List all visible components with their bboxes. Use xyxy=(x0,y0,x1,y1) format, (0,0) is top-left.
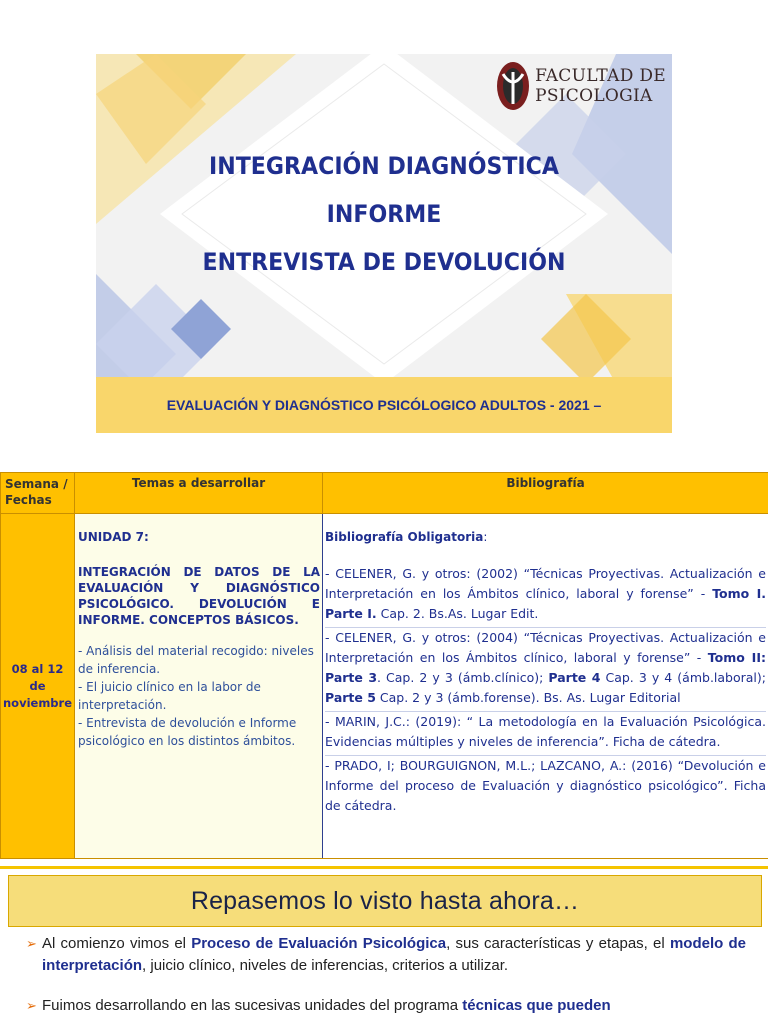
table-header-row xyxy=(1,473,768,514)
bullet-highlight: Proceso de Evaluación Psicológica xyxy=(191,935,446,952)
bullet-text: Al comienzo vimos el xyxy=(42,935,191,952)
list-item: - El juicio clínico en la labor de interpretación. xyxy=(78,678,320,714)
table-row xyxy=(1,514,768,859)
review-body xyxy=(26,933,746,1035)
ref-text: - CELENER, G. y otros: (2002) “Técnicas Proyectivas. Actualización e Interpretación en los Ámbitos clínico, laboral y forense” - xyxy=(325,566,766,601)
bullet-item xyxy=(26,995,746,1017)
reference-item: - PRADO, I; BOURGUIGNON, M.L.; LAZCANO, A.: (2016) “Devolución e Informe del proceso de Evaluación y diagnóstico psicológico”. Ficha de cátedra. xyxy=(325,755,766,816)
bullet-highlight: modelo de interpretación xyxy=(42,935,746,974)
ref-bold: Tomo II: Parte 3 xyxy=(325,650,766,685)
topic-list xyxy=(78,642,320,750)
ref-text: Cap. 2 y 3 (ámb.forense). Bs. As. Lugar Editorial xyxy=(376,690,681,705)
arrow-bullet-icon: ➢ xyxy=(26,995,37,1017)
schedule-table xyxy=(0,472,768,859)
review-title-bar xyxy=(8,875,762,927)
bibliography-heading-colon: : xyxy=(483,530,487,544)
bibliography-heading xyxy=(325,530,766,544)
unit-heading: INTEGRACIÓN DE DATOS DE LA EVALUACIÓN Y DIAGNÓSTICO PSICOLÓGICO. DEVOLUCIÓN E INFORME. CONCEPTOS BÁSICOS. xyxy=(78,564,320,628)
list-item: - Análisis del material recogido: niveles de inferencia. xyxy=(78,642,320,678)
course-footer: EVALUACIÓN Y DIAGNÓSTICO PSICÓLOGICO ADULTOS - 2021 – xyxy=(96,377,672,433)
unit-label: UNIDAD 7: xyxy=(78,530,320,544)
header-topics: Temas a desarrollar xyxy=(75,473,323,514)
review-slide xyxy=(0,866,768,1029)
bullet-text: , sus características y etapas, el xyxy=(446,935,670,952)
logo-line-1: FACULTAD DE xyxy=(535,66,666,86)
bullet-text: , juicio clínico, niveles de inferencias, criterios a utilizar. xyxy=(142,957,508,974)
topics-cell xyxy=(75,514,323,859)
ref-bold: Tomo I. Parte I. xyxy=(325,586,766,621)
faculty-logo xyxy=(495,60,666,112)
reference-item xyxy=(325,564,766,624)
week-dates: 08 al 12 de noviembre xyxy=(1,514,75,859)
bibliography-heading-text: Bibliografía Obligatoria xyxy=(325,530,483,544)
bullet-text: Fuimos desarrollando en las sucesivas unidades del programa xyxy=(42,997,462,1014)
ref-text: Cap. 3 y 4 (ámb.laboral); xyxy=(600,670,766,685)
header-bibliography: Bibliografía xyxy=(323,473,768,514)
bullet-highlight: técnicas que pueden xyxy=(462,997,610,1014)
psi-logo-icon xyxy=(495,60,531,112)
reference-item: - MARIN, J.C.: (2019): “ La metodología en la Evaluación Psicológica. Evidencias múltiples y niveles de inferencia”. Ficha de cátedra. xyxy=(325,711,766,752)
title-line-2: INFORME xyxy=(119,190,649,238)
bullet-item xyxy=(26,933,746,977)
reference-item xyxy=(325,627,766,708)
ref-text: Cap. 2. Bs.As. Lugar Edit. xyxy=(377,606,539,621)
ref-bold: Parte 5 xyxy=(325,690,376,705)
logo-line-2: PSICOLOGIA xyxy=(535,86,666,106)
ref-text: - CELENER, G. y otros: (2004) “Técnicas Proyectivas. Actualización e Interpretación en los Ámbitos clínico, laboral y forense” - xyxy=(325,630,766,665)
bibliography-cell xyxy=(323,514,768,859)
slide-title xyxy=(96,142,672,286)
title-line-1: INTEGRACIÓN DIAGNÓSTICA xyxy=(119,142,649,190)
ref-bold: Parte 4 xyxy=(548,670,600,685)
review-title: Repasemos lo visto hasta ahora… xyxy=(191,887,579,916)
ref-text: . Cap. 2 y 3 (ámb.clínico); xyxy=(377,670,548,685)
arrow-bullet-icon: ➢ xyxy=(26,933,37,955)
title-line-3: ENTREVISTA DE DEVOLUCIÓN xyxy=(119,238,649,286)
header-week: Semana / Fechas xyxy=(1,473,75,514)
list-item: - Entrevista de devolución e Informe psicológico en los distintos ámbitos. xyxy=(78,714,320,750)
title-slide xyxy=(96,54,672,433)
